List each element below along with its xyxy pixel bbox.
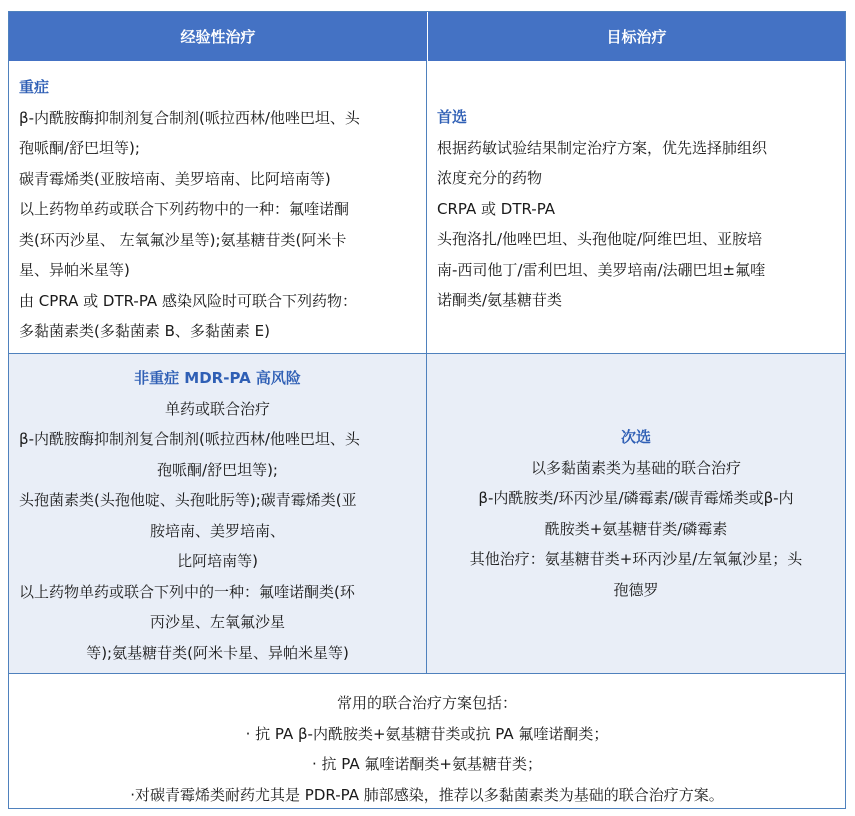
preferred-line: CRPA 或 DTR-PA (437, 199, 556, 218)
alternative-line: β-内酰胺类/环丙沙星/磷霉素/碳青霉烯类或β-内 (478, 489, 794, 507)
cell-combination (9, 674, 845, 808)
nonsevere-title: 非重症 MDR-PA 高风险 (134, 369, 301, 387)
combination-line: 常用的联合治疗方案包括： (336, 694, 517, 712)
nonsevere-line: β-内酰胺酶抑制剂复合制剂(哌拉西林/他唑巴坦、头 (19, 430, 360, 448)
severe-line: 孢哌酮/舒巴坦等); (19, 139, 140, 157)
nonsevere-line: 等);氨基糖苷类(阿米卡星、异帕米星等) (86, 643, 349, 662)
severe-line: 星、异帕米星等) (19, 261, 130, 279)
nonsevere-line: 丙沙星、左氧氟沙星 (149, 613, 285, 631)
severe-line: β-内酰胺酶抑制剂复合制剂(哌拉西林/他唑巴坦、头 (19, 108, 360, 127)
header-targeted: 目标治疗 (427, 12, 845, 61)
nonsevere-line: 单药或联合治疗 (164, 399, 270, 418)
preferred-line: 根据药敏试验结果制定治疗方案，优先选择肺组织 (437, 138, 768, 157)
alternative-title: 次选 (620, 428, 651, 446)
alternative-line: 孢德罗 (613, 580, 659, 599)
treatment-table (8, 11, 846, 809)
cell-nonsevere (9, 354, 427, 674)
nonsevere-line: 头孢菌素类(头孢他啶、头孢吡肟等);碳青霉烯类(亚 (19, 491, 357, 509)
combination-line: · 抗 PA 氟喹诺酮类+氨基糖苷类； (312, 755, 542, 773)
alternative-line: 其他治疗：氨基糖苷类+环丙沙星/左氧氟沙星；头 (469, 550, 803, 568)
cell-preferred (427, 61, 845, 354)
nonsevere-line: 比阿培南等) (177, 552, 258, 570)
alternative-line: 酰胺类+氨基糖苷类/磷霉素 (544, 519, 728, 538)
severe-line: 多黏菌素类(多黏菌素 B、多黏菌素 E) (19, 322, 271, 340)
preferred-line: 浓度充分的药物 (437, 169, 543, 187)
preferred-line: 头孢洛扎/他唑巴坦、头孢他啶/阿维巴坦、亚胺培 (437, 230, 763, 248)
severe-title: 重症 (19, 78, 50, 96)
preferred-line: 诺酮类/氨基糖苷类 (437, 291, 563, 309)
nonsevere-line: 孢哌酮/舒巴坦等); (157, 460, 278, 479)
combination-line: ·对碳青霉烯类耐药尤其是 PDR-PA 肺部感染，推荐以多黏菌素类为基础的联合治疗方案。 (130, 785, 724, 804)
cell-alternative (427, 354, 845, 674)
nonsevere-line: 胺培南、美罗培南、 (149, 521, 285, 540)
header-empiric: 经验性治疗 (9, 12, 427, 61)
cell-severe (9, 61, 427, 354)
severe-line: 类(环丙沙星、 左氧氟沙星等);氨基糖苷类(阿米卡 (19, 230, 347, 249)
severe-line: 以上药物单药或联合下列药物中的一种：氟喹诺酮 (19, 200, 350, 218)
severe-line: 碳青霉烯类(亚胺培南、美罗培南、比阿培南等) (19, 169, 331, 188)
alternative-line: 以多黏菌素类为基础的联合治疗 (530, 458, 741, 477)
severe-line: 由 CPRA 或 DTR-PA 感染风险时可联合下列药物： (19, 291, 357, 310)
preferred-line: 南-西司他丁/雷利巴坦、美罗培南/法硼巴坦±氟喹 (437, 260, 766, 279)
nonsevere-line: 以上药物单药或联合下列中的一种：氟喹诺酮类(环 (19, 582, 355, 601)
preferred-title: 首选 (437, 108, 468, 126)
combination-line: · 抗 PA β-内酰胺类+氨基糖苷类或抗 PA 氟喹诺酮类； (245, 724, 609, 743)
